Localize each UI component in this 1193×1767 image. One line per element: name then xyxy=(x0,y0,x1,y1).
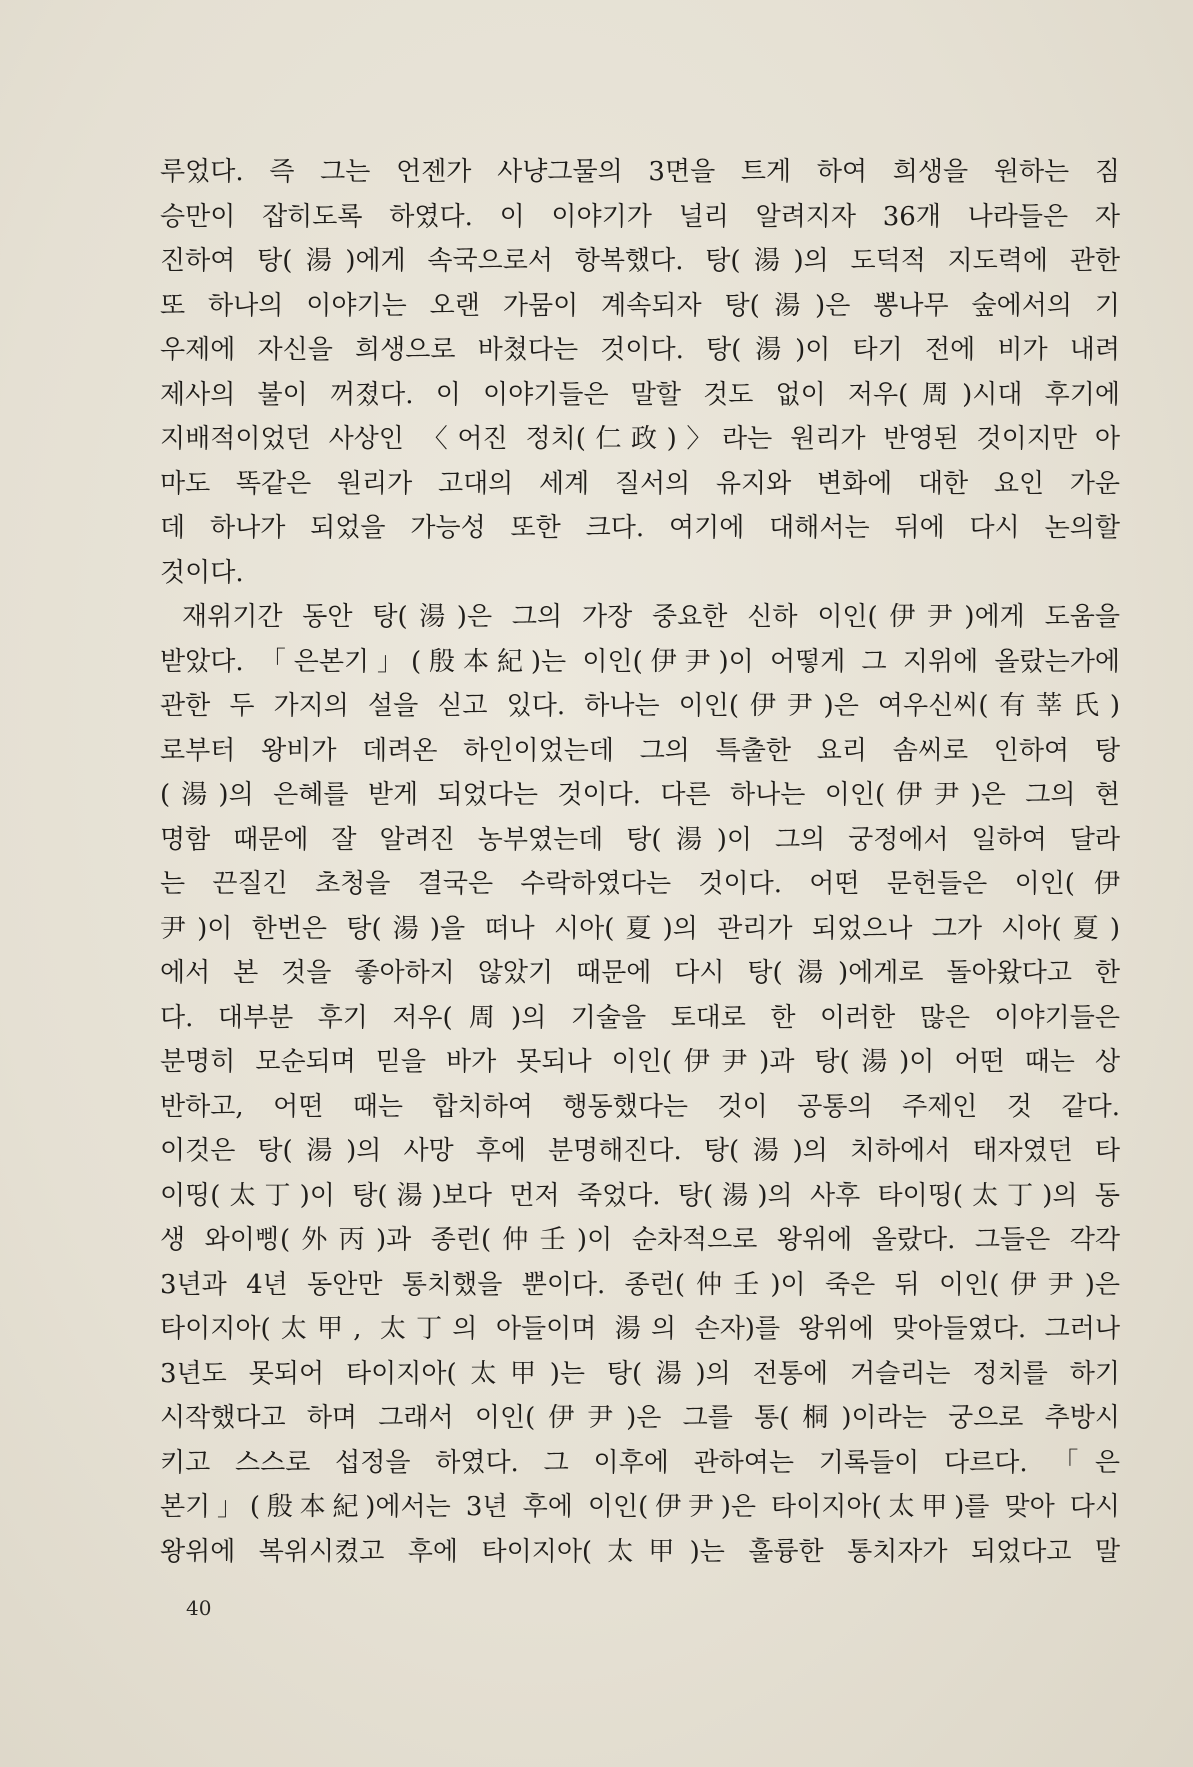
text-line: 키고 스스로 섭정을 하였다. 그 이후에 관하여는 기록들이 다르다. 「은 xyxy=(160,1447,1120,1478)
text-line: 우제에 자신을 희생으로 바쳤다는 것이다. 탕(湯)이 타기 전에 비가 내려 xyxy=(160,335,1120,365)
paragraph-1 xyxy=(160,150,1120,595)
page-number: 40 xyxy=(186,1596,212,1620)
text-line: 타이지아(太甲, 太丁의 아들이며 湯의 손자)를 왕위에 맞아들였다. 그러나 xyxy=(160,1314,1120,1344)
text-line: 받았다. 「은본기」(殷本紀)는 이인(伊尹)이 어떻게 그 지위에 올랐는가에 xyxy=(160,646,1120,677)
text-line: 왕위에 복위시켰고 후에 타이지아(太甲)는 훌륭한 통치자가 되었다고 말 xyxy=(160,1536,1120,1567)
text-line: 로부터 왕비가 데려온 하인이었는데 그의 특출한 요리 솜씨로 인하여 탕 xyxy=(160,735,1120,766)
text-line: 시작했다고 하며 그래서 이인(伊尹)은 그를 통(桐)이라는 궁으로 추방시 xyxy=(160,1403,1120,1433)
text-line: 마도 똑같은 원리가 고대의 세계 질서의 유지와 변화에 대한 요인 가운 xyxy=(160,468,1120,499)
text-line: 이띵(太丁)이 탕(湯)보다 먼저 죽었다. 탕(湯)의 사후 타이띵(太丁)의 동 xyxy=(160,1180,1120,1211)
text-line: 루었다. 즉 그는 언젠가 사냥그물의 3면을 트게 하여 희생을 원하는 짐 xyxy=(160,157,1120,187)
text-line: 지배적이었던 사상인 〈어진 정치(仁政)〉라는 원리가 반영된 것이지만 아 xyxy=(160,424,1120,454)
text-line: 또 하나의 이야기는 오랜 가뭄이 계속되자 탕(湯)은 뽕나무 숲에서의 기 xyxy=(160,290,1120,321)
text-line: (湯)의 은혜를 받게 되었다는 것이다. 다른 하나는 이인(伊尹)은 그의 현 xyxy=(160,780,1120,810)
text-line: 3년도 못되어 타이지아(太甲)는 탕(湯)의 전통에 거슬리는 정치를 하기 xyxy=(160,1358,1120,1389)
text-line: 는 끈질긴 초청을 결국은 수락하였다는 것이다. 어떤 문헌들은 이인(伊 xyxy=(160,869,1120,899)
text-line: 3년과 4년 동안만 통치했을 뿐이다. 종런(仲壬)이 죽은 뒤 이인(伊尹)은 xyxy=(160,1269,1120,1300)
text-line: 다. 대부분 후기 저우(周)의 기술을 토대로 한 이러한 많은 이야기들은 xyxy=(160,1002,1120,1033)
text-line: 이것은 탕(湯)의 사망 후에 분명해진다. 탕(湯)의 치하에서 태자였던 타 xyxy=(160,1136,1120,1166)
text-line: 생 와이삥(外丙)과 종런(仲壬)이 순차적으로 왕위에 올랐다. 그들은 각각 xyxy=(160,1225,1120,1255)
paragraph-2 xyxy=(160,595,1120,1574)
text-line: 승만이 잡히도록 하였다. 이 이야기가 널리 알려지자 36개 나라들은 자 xyxy=(160,201,1120,232)
text-line: 반하고, 어떤 때는 합치하여 행동했다는 것이 공통의 주제인 것 같다. xyxy=(160,1091,1120,1122)
text-line: 명함 때문에 잘 알려진 농부였는데 탕(湯)이 그의 궁정에서 일하여 달라 xyxy=(160,824,1120,855)
text-line: 본기」(殷本紀)에서는 3년 후에 이인(伊尹)은 타이지아(太甲)를 맞아 다시 xyxy=(160,1492,1120,1522)
text-line: 데 하나가 되었을 가능성 또한 크다. 여기에 대해서는 뒤에 다시 논의할 xyxy=(160,513,1120,543)
text-line: 관한 두 가지의 설을 싣고 있다. 하나는 이인(伊尹)은 여우신씨(有莘氏) xyxy=(160,691,1120,721)
text-line: 에서 본 것을 좋아하지 않았기 때문에 다시 탕(湯)에게로 돌아왔다고 한 xyxy=(160,958,1120,988)
text-line: 분명히 모순되며 믿을 바가 못되나 이인(伊尹)과 탕(湯)이 어떤 때는 상 xyxy=(160,1047,1120,1077)
text-line: 尹)이 한번은 탕(湯)을 떠나 시아(夏)의 관리가 되었으나 그가 시아(夏) xyxy=(160,913,1120,944)
body-text xyxy=(160,150,1120,1574)
text-line: 재위기간 동안 탕(湯)은 그의 가장 중요한 신하 이인(伊尹)에게 도움을 xyxy=(182,602,1120,632)
text-line: 것이다. xyxy=(160,557,244,588)
text-line: 제사의 불이 꺼졌다. 이 이야기들은 말할 것도 없이 저우(周)시대 후기에 xyxy=(160,379,1120,410)
text-line: 진하여 탕(湯)에게 속국으로서 항복했다. 탕(湯)의 도덕적 지도력에 관한 xyxy=(160,246,1120,276)
